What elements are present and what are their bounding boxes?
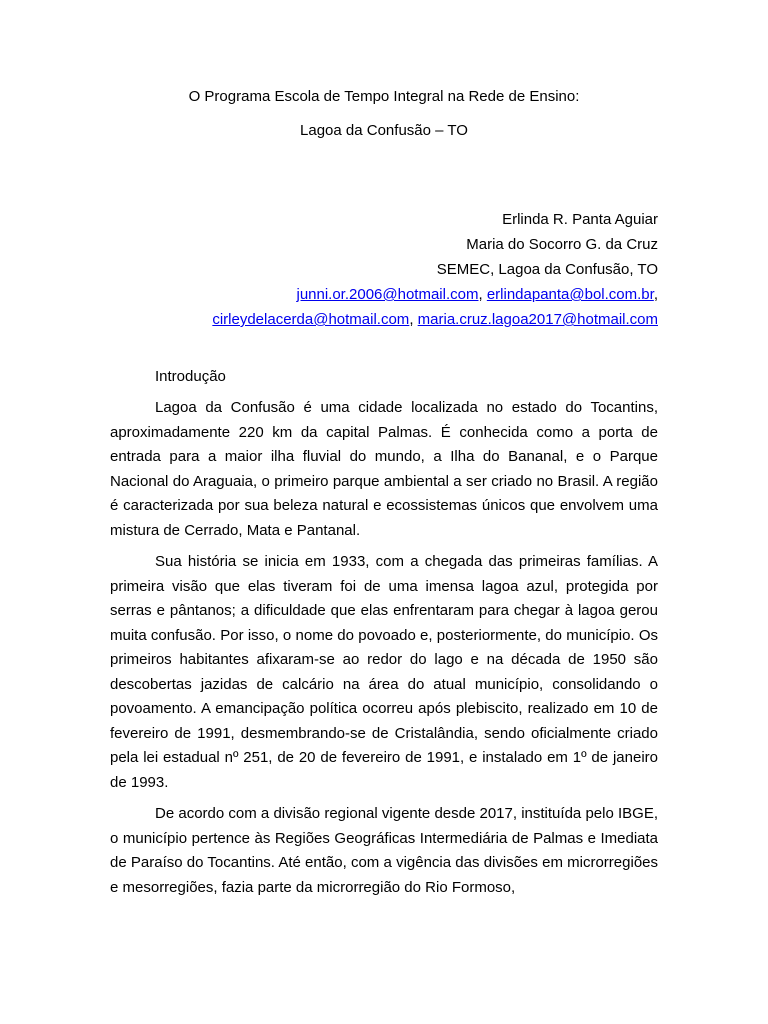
body-paragraph-3: De acordo com a divisão regional vigente desde 2017, instituída pelo IBGE, o município pertence às Regiões Geográficas Intermediária de Palmas e Imediata de Paraíso do Tocantins. Até então, com a vigência das divisões em microrregiões e mesorregiões, fazia parte da microrregião do Rio Formoso, bbox=[110, 805, 658, 896]
email-link-1[interactable]: junni.or.2006@hotmail.com bbox=[296, 286, 479, 303]
title-line-2: Lagoa da Confusão – TO bbox=[300, 122, 468, 139]
email-link-3[interactable]: cirleydelacerda@hotmail.com bbox=[212, 311, 410, 328]
email-trailing-comma: , bbox=[653, 286, 658, 303]
email-separator: , bbox=[478, 286, 487, 303]
document-body bbox=[110, 367, 658, 900]
email-line-2 bbox=[98, 307, 658, 332]
body-paragraph-1: Lagoa da Confusão é uma cidade localizada no estado do Tocantins, aproximadamente 220 km da capital Palmas. É conhecida como a porta de entrada para a maior ilha fluvial do mundo, a Ilha do Bananal, e o Parque Nacional do Araguaia, o primeiro parque ambiental a ser criado no Brasil. A região é caracterizada por sua beleza natural e ecossistemas únicos que envolvem uma mistura de Cerrado, Mata e Pantanal. bbox=[110, 399, 658, 539]
author-name-2: Maria do Socorro G. da Cruz bbox=[466, 236, 658, 253]
section-heading: Introdução bbox=[155, 368, 226, 385]
email-line-1 bbox=[98, 282, 658, 307]
body-paragraph-2: Sua história se inicia em 1933, com a chegada das primeiras famílias. A primeira visão que elas tiveram foi de uma imensa lagoa azul, protegida por serras e pântanos; a dificuldade que elas enfrentaram para chegar à lagoa gerou muita confusão. Por isso, o nome do povoado e, posteriormente, do município. Os primeiros habitantes afixaram-se ao redor do lago e na década de 1950 são descobertas jazidas de calcário na área do atual município, consolidando o povoamento. A emancipação política ocorreu após plebiscito, realizado em 10 de fevereiro de 1991, desmembrando-se de Cristalândia, sendo oficialmente criado pela lei estadual nº 251, de 20 de fevereiro de 1991, e instalado em 1º de janeiro de 1993. bbox=[110, 553, 658, 791]
email-separator: , bbox=[409, 311, 418, 328]
author-name-1: Erlinda R. Panta Aguiar bbox=[502, 211, 658, 228]
title-line-1: O Programa Escola de Tempo Integral na Rede de Ensino: bbox=[188, 88, 580, 105]
author-block bbox=[98, 207, 658, 332]
email-link-2[interactable]: erlindapanta@bol.com.br bbox=[486, 286, 654, 303]
author-affiliation: SEMEC, Lagoa da Confusão, TO bbox=[436, 261, 658, 278]
email-link-4[interactable]: maria.cruz.lagoa2017@hotmail.com bbox=[417, 311, 658, 328]
